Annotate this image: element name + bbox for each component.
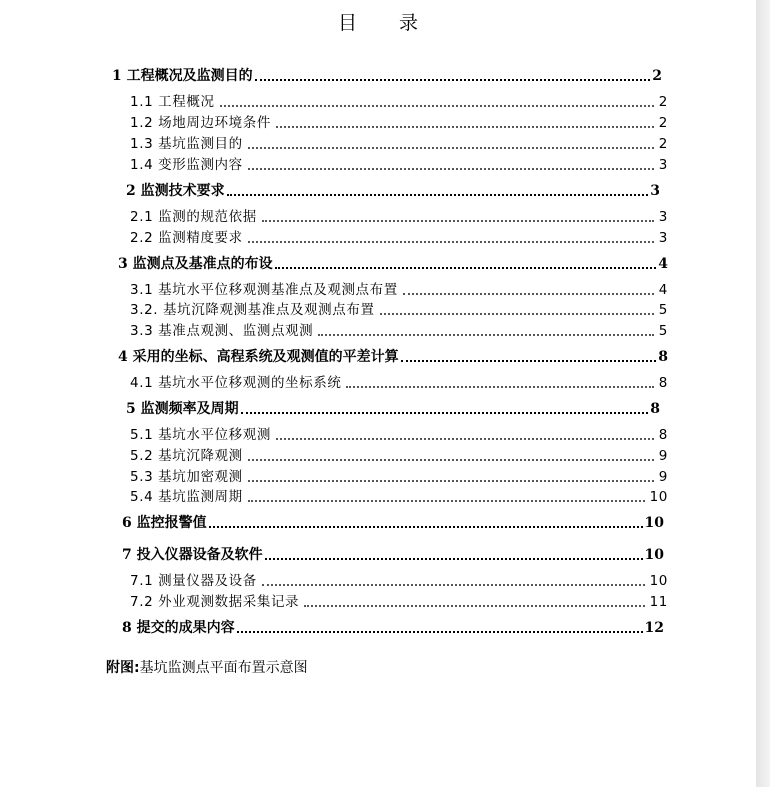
toc-leader <box>276 437 654 440</box>
toc-entry-4[interactable] <box>118 347 668 367</box>
toc-entry-label: 4 采用的坐标、高程系统及观测值的平差计算 <box>118 349 399 365</box>
toc-leader <box>248 240 654 243</box>
toc-leader <box>262 583 645 586</box>
toc-entry-label: 5 监测频率及周期 <box>126 401 239 417</box>
toc-entry-label: 3 监测点及基准点的布设 <box>118 256 273 272</box>
toc-entry-page: 2 <box>658 136 668 152</box>
toc-entry-1-2[interactable] <box>130 113 668 133</box>
toc-leader <box>262 219 654 222</box>
toc-entry-page: 8 <box>658 349 668 365</box>
toc-entry-5[interactable] <box>126 399 660 419</box>
toc-entry-6[interactable] <box>122 513 664 533</box>
toc-leader <box>346 385 653 388</box>
toc-leader <box>248 458 654 461</box>
toc-leader <box>248 167 654 170</box>
toc-entry-page: 10 <box>649 573 668 589</box>
toc-entry-label: 2.1 监测的规范依据 <box>130 209 257 225</box>
toc-title: 目 录 <box>337 12 437 34</box>
toc-entry-label: 7 投入仪器设备及软件 <box>122 547 263 563</box>
toc-entry-2[interactable] <box>126 181 660 201</box>
toc-leader <box>318 333 654 336</box>
toc-entry-4-1[interactable] <box>130 373 668 393</box>
toc-leader <box>255 78 651 81</box>
toc-entry-page: 10 <box>644 547 664 563</box>
toc-entry-label: 1.3 基坑监测目的 <box>130 136 243 152</box>
toc-entry-page: 11 <box>649 594 668 610</box>
toc-entry-page: 3 <box>658 157 668 173</box>
toc-entry-label: 4.1 基坑水平位移观测的坐标系统 <box>130 375 342 391</box>
toc-entry-page: 10 <box>649 489 668 505</box>
toc-entry-page: 5 <box>658 302 668 318</box>
toc-entry-3-2[interactable] <box>130 300 668 320</box>
toc-entry-page: 2 <box>658 115 668 131</box>
appendix-line <box>106 657 308 677</box>
toc-entry-1-4[interactable] <box>130 155 668 175</box>
toc-entry-2-1[interactable] <box>130 207 668 227</box>
toc-entry-7-1[interactable] <box>130 571 668 591</box>
toc-entry-page: 2 <box>658 94 668 110</box>
toc-entry-3-3[interactable] <box>130 321 668 341</box>
toc-leader <box>237 630 643 633</box>
toc-entry-7-2[interactable] <box>130 592 668 612</box>
toc-entry-5-3[interactable] <box>130 467 668 487</box>
toc-entry-2-2[interactable] <box>130 228 668 248</box>
toc-entry-page: 9 <box>658 448 668 464</box>
toc-entry-page: 8 <box>658 375 668 391</box>
toc-leader <box>275 266 657 269</box>
toc-leader <box>227 193 649 196</box>
toc-entry-3-1[interactable] <box>130 280 668 300</box>
toc-entry-label: 5.2 基坑沉降观测 <box>130 448 243 464</box>
toc-leader <box>241 411 649 414</box>
toc-leader <box>401 359 657 362</box>
toc-entry-page: 3 <box>658 209 668 225</box>
toc-entry-1-1[interactable] <box>130 92 668 112</box>
toc-entry-5-2[interactable] <box>130 446 668 466</box>
toc-entry-page: 8 <box>650 401 660 417</box>
toc-entry-label: 5.3 基坑加密观测 <box>130 469 243 485</box>
appendix-text: 基坑监测点平面布置示意图 <box>139 660 308 676</box>
toc-entry-label: 5.4 基坑监测周期 <box>130 489 243 505</box>
toc-entry-page: 5 <box>658 323 668 339</box>
toc-leader <box>276 125 654 128</box>
toc-entry-label: 1.4 变形监测内容 <box>130 157 243 173</box>
toc-leader <box>248 479 654 482</box>
toc-leader <box>304 604 644 607</box>
toc-entry-page: 3 <box>658 230 668 246</box>
toc-leader <box>265 557 643 560</box>
toc-entry-label: 1.2 场地周边环境条件 <box>130 115 271 131</box>
toc-entry-label: 3.2. 基坑沉降观测基准点及观测点布置 <box>130 302 375 318</box>
toc-leader <box>380 312 654 315</box>
toc-entry-7[interactable] <box>122 545 664 565</box>
toc-entry-page: 4 <box>658 282 668 298</box>
toc-leader <box>248 146 654 149</box>
toc-entry-page: 10 <box>644 515 664 531</box>
toc-entry-8[interactable] <box>122 618 664 638</box>
toc-entry-5-4[interactable] <box>130 487 668 507</box>
toc-entry-label: 1 工程概况及监测目的 <box>112 68 253 84</box>
toc-leader <box>209 525 643 528</box>
toc-entry-label: 5.1 基坑水平位移观测 <box>130 427 271 443</box>
toc-entry-1-3[interactable] <box>130 134 668 154</box>
toc-entry-1[interactable] <box>112 66 662 86</box>
toc-leader <box>403 292 654 295</box>
toc-entry-label: 8 提交的成果内容 <box>122 620 235 636</box>
toc-entry-label: 7.1 测量仪器及设备 <box>130 573 257 589</box>
toc-entry-label: 3.1 基坑水平位移观测基准点及观测点布置 <box>130 282 398 298</box>
toc-entry-label: 3.3 基准点观测、监测点观测 <box>130 323 314 339</box>
toc-leader <box>248 499 645 502</box>
toc-entry-label: 2.2 监测精度要求 <box>130 230 243 246</box>
toc-entry-label: 7.2 外业观测数据采集记录 <box>130 594 300 610</box>
page-edge-shadow <box>756 0 770 787</box>
toc-entry-page: 9 <box>658 469 668 485</box>
toc-entry-page: 12 <box>644 620 664 636</box>
toc-entry-5-1[interactable] <box>130 425 668 445</box>
toc-entry-label: 1.1 工程概况 <box>130 94 215 110</box>
toc-entry-page: 2 <box>652 68 662 84</box>
toc-entry-page: 4 <box>658 256 668 272</box>
toc-entry-3[interactable] <box>118 254 668 274</box>
toc-leader <box>220 104 654 107</box>
toc-entry-label: 6 监控报警值 <box>122 515 207 531</box>
toc-entry-page: 3 <box>650 183 660 199</box>
appendix-label: 附图: <box>106 660 140 676</box>
toc-entry-label: 2 监测技术要求 <box>126 183 225 199</box>
toc-entry-page: 8 <box>658 427 668 443</box>
